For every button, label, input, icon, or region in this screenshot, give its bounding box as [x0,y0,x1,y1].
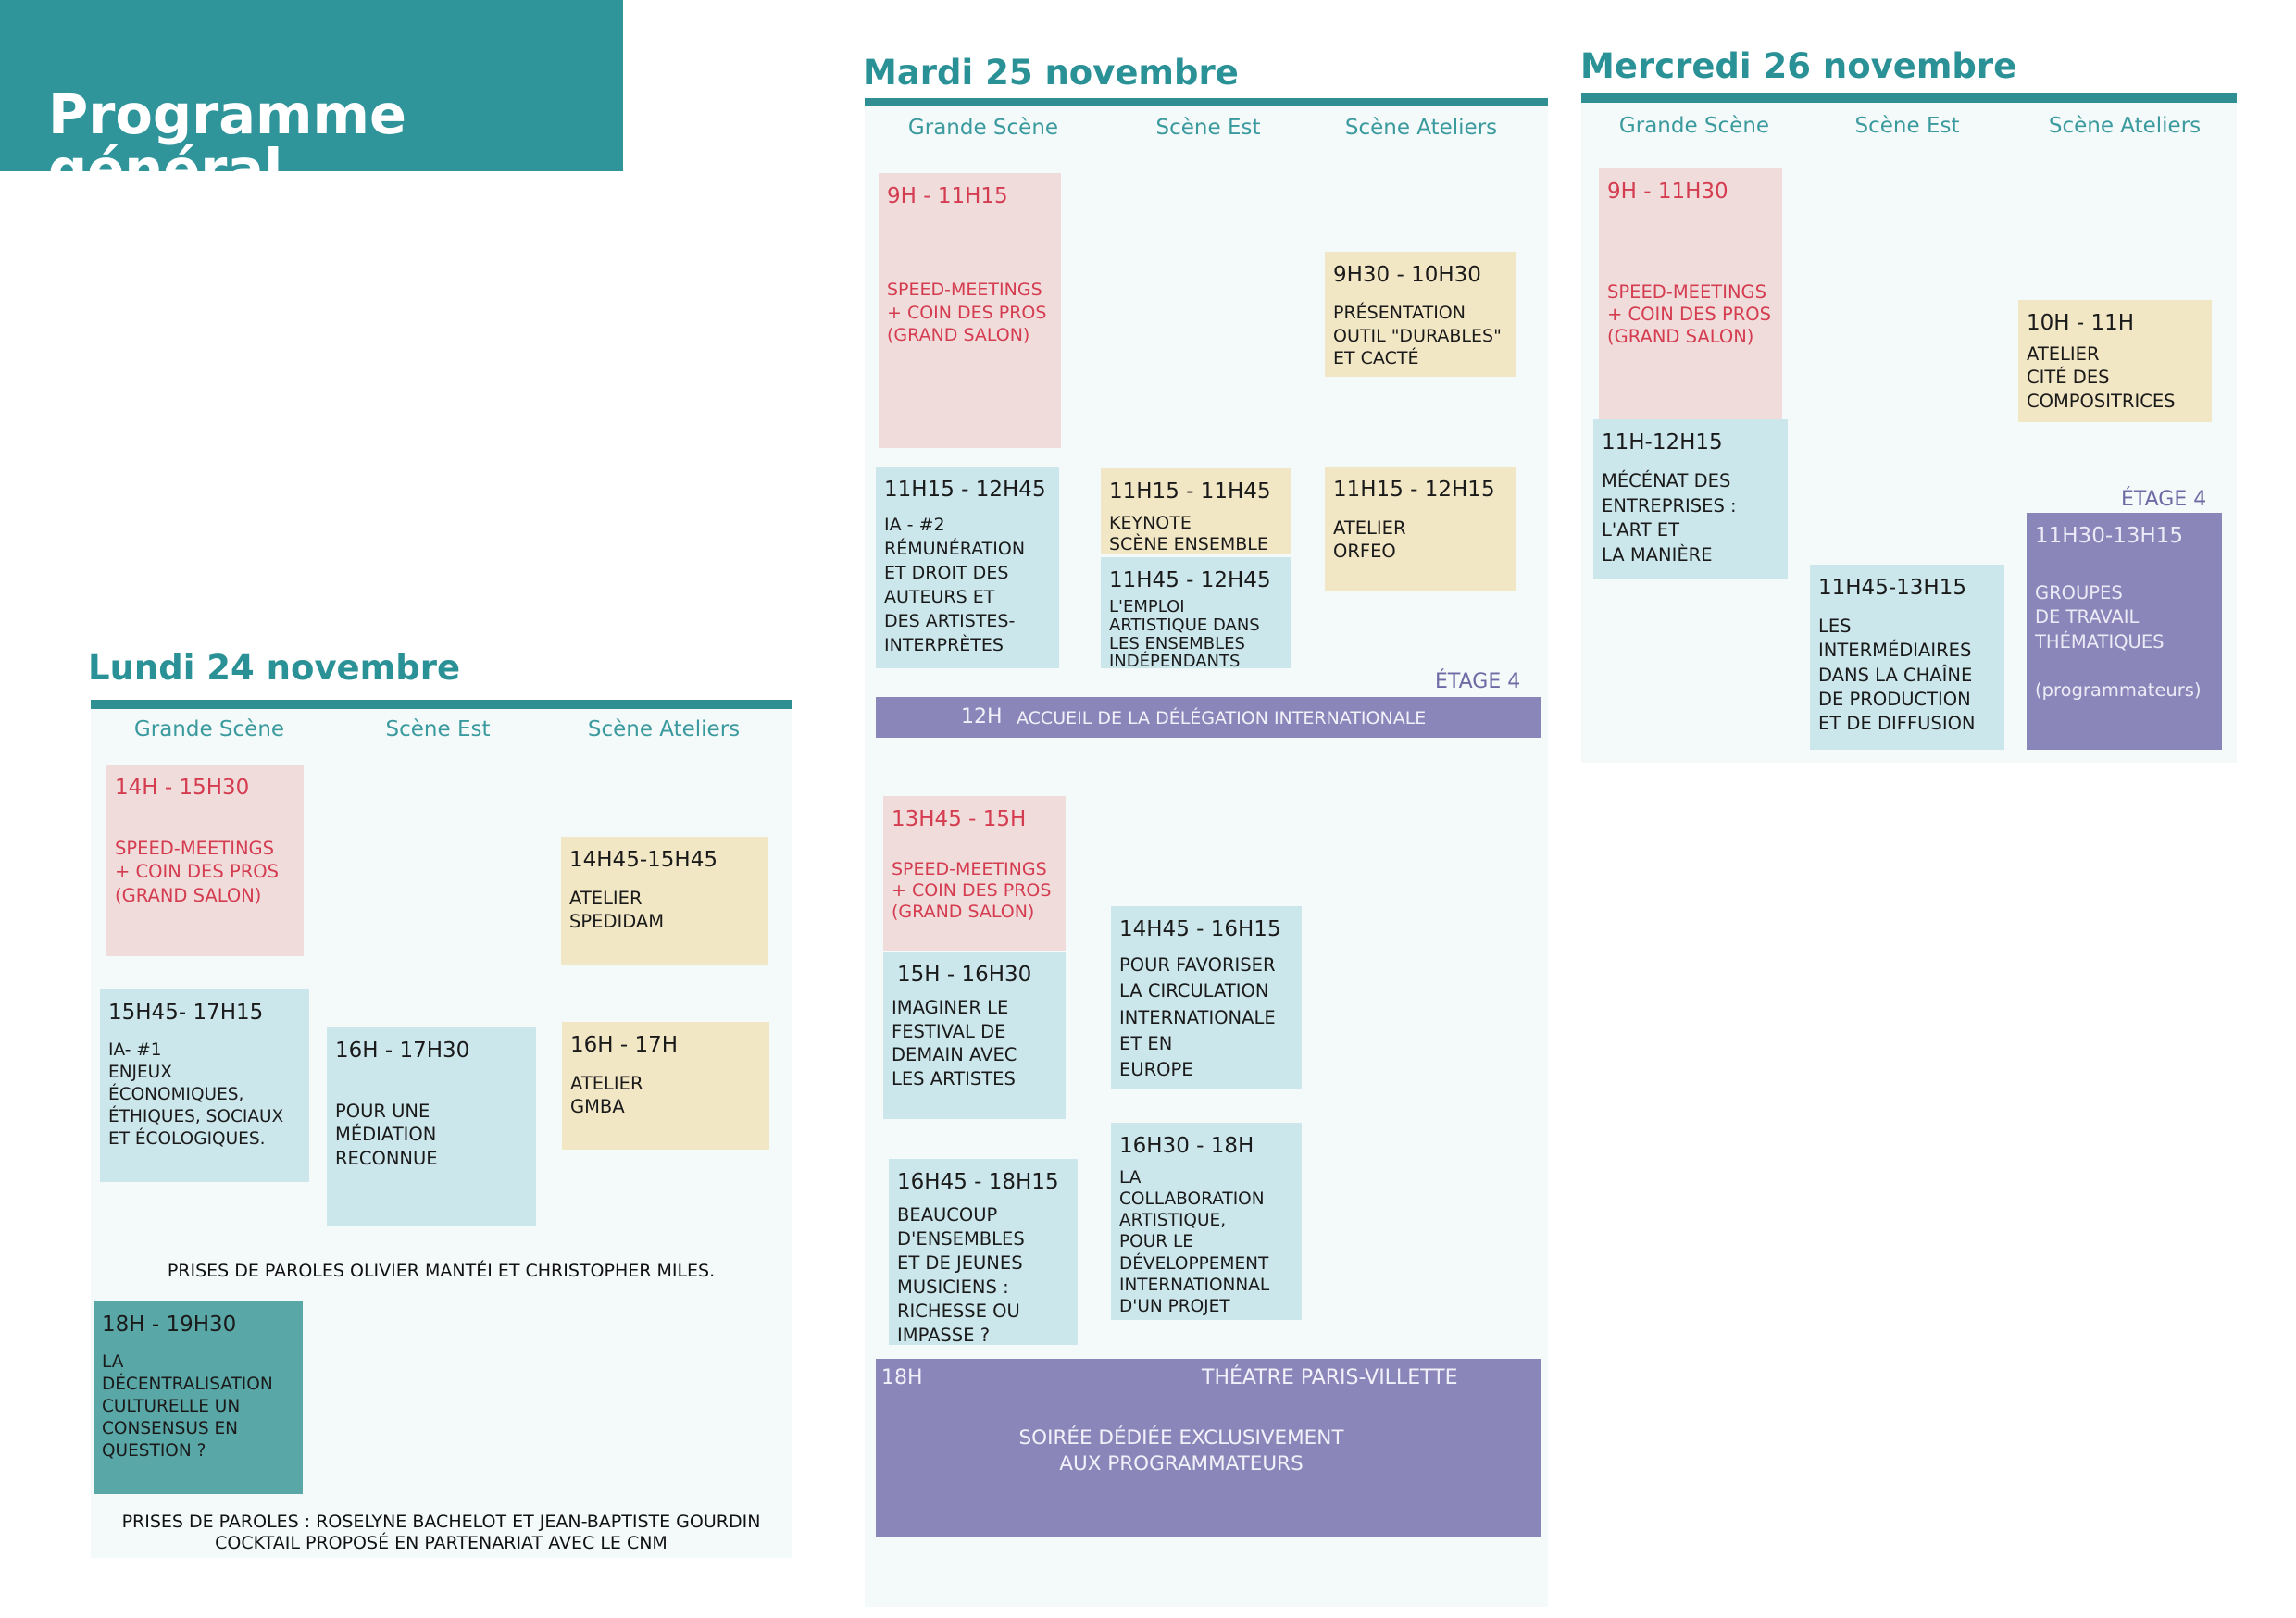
event-title: IA- #1 ENJEUX ÉCONOMIQUES, ÉTHIQUES, SOCIAUX ET ÉCOLOGIQUES. [108,1040,284,1150]
event-time: 9H - 11H15 [887,184,1008,208]
event-block [889,1159,1078,1345]
event-time: 15H - 16H30 [897,963,1032,987]
event-title: KEYNOTE SCÈNE ENSEMBLE [1109,513,1268,554]
event-time: 16H - 17H30 [335,1039,470,1063]
column-header-scene-ateliers: Scène Ateliers [2048,114,2202,138]
event-title: GROUPES DE TRAVAIL THÉMATIQUES (programmateurs) [2035,582,2202,702]
event-time: 18H - 19H30 [102,1313,237,1337]
event-block [1325,467,1516,591]
event-title: IA - #2 RÉMUNÉRATION ET DROIT DES AUTEURS ET DES ARTISTES- INTERPRÈTES [884,515,1026,656]
column-header-scene-ateliers: Scène Ateliers [587,717,741,741]
day-rule-lundi [91,700,792,709]
event-block [879,173,1061,448]
event-time: 16H45 - 18H15 [897,1170,1059,1194]
column-header-scene-est: Scène Est [1155,116,1261,140]
event-time: 11H15 - 11H45 [1109,479,1271,504]
event-time: 13H45 - 15H [892,807,1027,831]
column-header-scene-ateliers: Scène Ateliers [1344,116,1498,140]
event-time: 11H15 - 12H15 [1333,478,1495,502]
evening-time: 18H [881,1366,923,1389]
event-time: 11H45 - 12H45 [1109,568,1271,592]
event-block [883,796,1066,951]
event-block [1599,168,1782,419]
cocktail-note: COCKTAIL PROPOSÉ EN PARTENARIAT AVEC LE CNM [215,1533,668,1553]
column-header-scene-est: Scène Est [1854,114,1960,138]
event-title: MÉCÉNAT DES ENTREPRISES : L'ART ET LA MANIÈRE [1602,470,1737,566]
column-header-grande-scene: Grande Scène [133,717,285,741]
day-title-mardi: Mardi 25 novembre [863,53,1239,93]
evening-place: THÉATRE PARIS-VILLETTE [1202,1366,1458,1389]
day-title-lundi: Lundi 24 novembre [88,648,461,688]
event-title: ATELIER SPEDIDAM [569,888,665,933]
event-block [876,467,1059,668]
day-rule-mardi [865,98,1548,106]
event-block [1325,252,1516,377]
event-title: L'EMPLOI ARTISTIQUE DANS LES ENSEMBLES INDÉPENDANTS [1109,597,1260,668]
day-rule-mercredi [1581,93,2237,103]
event-time: 14H - 15H30 [115,776,250,800]
event-title: SPEED-MEETINGS + COIN DES PROS (GRAND SALON) [887,280,1047,346]
event-title: POUR FAVORISER LA CIRCULATION INTERNATIONALE ET EN EUROPE [1119,954,1276,1081]
event-title: BEAUCOUP D'ENSEMBLES ET DE JEUNES MUSICIENS : RICHESSE OU IMPASSE ? [897,1204,1025,1345]
event-block [1593,419,1788,579]
event-title: ATELIER CITÉ DES COMPOSITRICES [2027,343,2176,412]
floor-label: ÉTAGE 4 [1435,670,1521,693]
column-header-grande-scene: Grande Scène [1618,114,1770,138]
event-time: 16H30 - 18H [1119,1134,1254,1158]
event-time: 15H45- 17H15 [108,1001,264,1025]
event-time: 11H15 - 12H45 [884,478,1046,502]
floor-label: ÉTAGE 4 [2121,488,2207,511]
event-title: SPEED-MEETINGS + COIN DES PROS (GRAND SALON) [1607,281,1771,347]
speakers-note: PRISES DE PAROLES OLIVIER MANTÉI ET CHRISTOPHER MILES. [167,1261,716,1281]
event-block [100,989,309,1182]
event-time: 14H45 - 16H15 [1119,917,1281,941]
day-title-mercredi: Mercredi 26 novembre [1580,46,2017,86]
event-time: 14H45-15H45 [569,848,718,872]
event-title: LA COLLABORATION ARTISTIQUE, POUR LE DÉVELOPPEMENT INTERNATIONNAL D'UN PROJET [1119,1168,1270,1316]
event-time: 11H-12H15 [1602,430,1723,454]
evening-title: SOIRÉE DÉDIÉE EXCLUSIVEMENT AUX PROGRAMMATEURS [1018,1426,1344,1475]
column-header-scene-est: Scène Est [385,717,491,741]
event-title: POUR UNE MÉDIATION RECONNUE [335,1101,438,1169]
speakers-note: PRISES DE PAROLES : ROSELYNE BACHELOT ET JEAN-BAPTISTE GOURDIN [121,1512,761,1532]
event-title: IMAGINER LE FESTIVAL DE DEMAIN AVEC LES ARTISTES [892,997,1017,1090]
event-block [94,1301,303,1494]
event-block [106,765,304,956]
event-block [1810,565,2004,750]
event-time: 9H30 - 10H30 [1333,263,1481,287]
event-title: SPEED-MEETINGS + COIN DES PROS (GRAND SALON) [892,859,1052,922]
event-block [562,1022,769,1150]
event-title: ATELIER GMBA [570,1073,643,1118]
event-time: 9H - 11H30 [1607,180,1728,204]
event-block [2027,513,2222,750]
event-title: PRÉSENTATION OUTIL "DURABLES" ET CACTÉ [1333,303,1502,369]
event-block [2018,300,2212,422]
event-title: SPEED-MEETINGS + COIN DES PROS (GRAND SALON) [115,838,279,906]
event-block [1101,557,1292,668]
page-title: Programme général [48,82,406,201]
event-time: 10H - 11H [2027,311,2135,335]
event-block [1111,1123,1302,1320]
event-time: 11H45-13H15 [1818,576,1966,600]
bar-text: ACCUEIL DE LA DÉLÉGATION INTERNATIONALE [1017,708,1427,728]
event-block [561,837,768,965]
event-block [883,952,1066,1119]
event-block [1101,468,1292,554]
event-time: 11H30-13H15 [2035,524,2183,548]
column-header-grande-scene: Grande Scène [907,116,1059,140]
event-title: LA DÉCENTRALISATION CULTURELLE UN CONSENSUS EN QUESTION ? [102,1352,273,1462]
event-time: 16H - 17H [570,1033,679,1057]
event-title: ATELIER ORFEO [1333,517,1406,563]
event-title: LES INTERMÉDIAIRES DANS LA CHAÎNE DE PRODUCTION ET DE DIFFUSION [1818,616,1976,735]
reception-bar [876,697,1541,738]
event-block [1111,906,1302,1089]
page-title-banner [0,0,623,201]
event-block [327,1027,536,1226]
bar-time: 12H [961,705,1003,728]
evening-block [876,1359,1541,1537]
